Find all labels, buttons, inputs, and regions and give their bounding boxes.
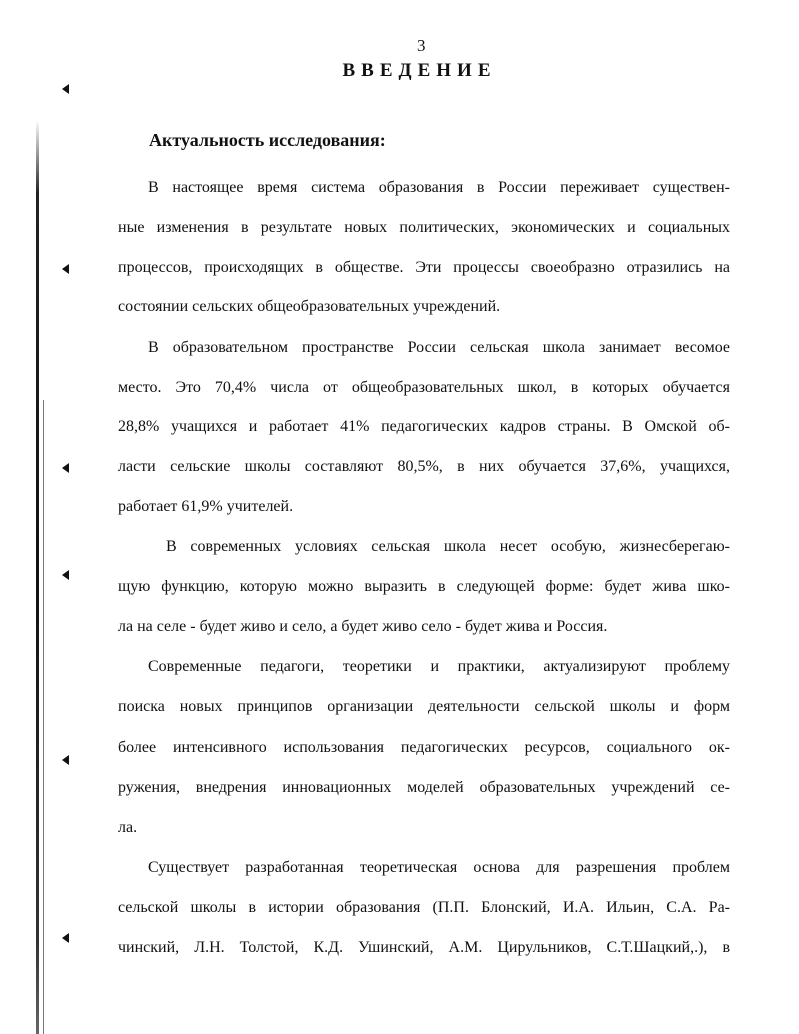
- text-line: ружения, внедрения инновационных моделей образовательных учреждений се-: [118, 779, 730, 796]
- page-number: 3: [417, 36, 426, 55]
- text-line: процессов, происходящих в обществе. Эти процессы своеобразно отразились на: [118, 259, 730, 276]
- binder-hole-mark: [62, 570, 69, 580]
- binder-hole-mark: [62, 755, 69, 765]
- text-line: В образовательном пространстве России сельская школа занимает весомое: [148, 339, 730, 356]
- scan-edge-shadow: [36, 120, 39, 1034]
- text-line: работает 61,9% учителей.: [118, 498, 294, 515]
- text-line: состоянии сельских общеобразовательных учреждений.: [118, 298, 501, 315]
- text-line: поиска новых принципов организации деятельности сельской школы и форм: [118, 698, 730, 715]
- text-line: ла.: [118, 819, 138, 836]
- text-line: Современные педагоги, теоретики и практики, актуализируют проблему: [148, 658, 730, 675]
- scan-edge-line: [43, 400, 44, 1034]
- binder-hole-mark: [62, 463, 69, 473]
- text-line: ные изменения в результате новых политических, экономических и социальных: [118, 219, 730, 236]
- page-title: ВВЕДЕНИЕ: [342, 60, 497, 81]
- text-line: В современных условиях сельская школа несет особую, жизнесберегаю-: [166, 538, 730, 555]
- text-line: щую функцию, которую можно выразить в следующей форме: будет жива шко-: [118, 578, 730, 595]
- text-line: более интенсивного использования педагогических ресурсов, социального ок-: [118, 739, 730, 756]
- binder-hole-mark: [62, 264, 69, 274]
- section-heading: Актуальность исследования:: [149, 130, 386, 150]
- binder-hole-mark: [62, 933, 69, 943]
- text-line: сельской школы в истории образования (П.П. Блонский, И.А. Ильин, С.А. Ра-: [118, 899, 730, 916]
- binder-hole-mark: [62, 84, 69, 94]
- text-line: место. Это 70,4% числа от общеобразовательных школ, в которых обучается: [118, 379, 730, 396]
- text-line: чинский, Л.Н. Толстой, К.Д. Ушинский, А.М. Цирульников, С.Т.Шацкий,.), в: [118, 939, 730, 956]
- text-line: В настоящее время система образования в России переживает существен-: [148, 179, 730, 196]
- text-line: ла на селе - будет живо и село, а будет живо село - будет жива и Россия.: [118, 618, 608, 635]
- text-line: 28,8% учащихся и работает 41% педагогических кадров страны. В Омской об-: [118, 418, 730, 435]
- text-line: ласти сельские школы составляют 80,5%, в них обучается 37,6%, учащихся,: [118, 458, 730, 475]
- text-line: Существует разработанная теоретическая основа для разрешения проблем: [148, 859, 730, 876]
